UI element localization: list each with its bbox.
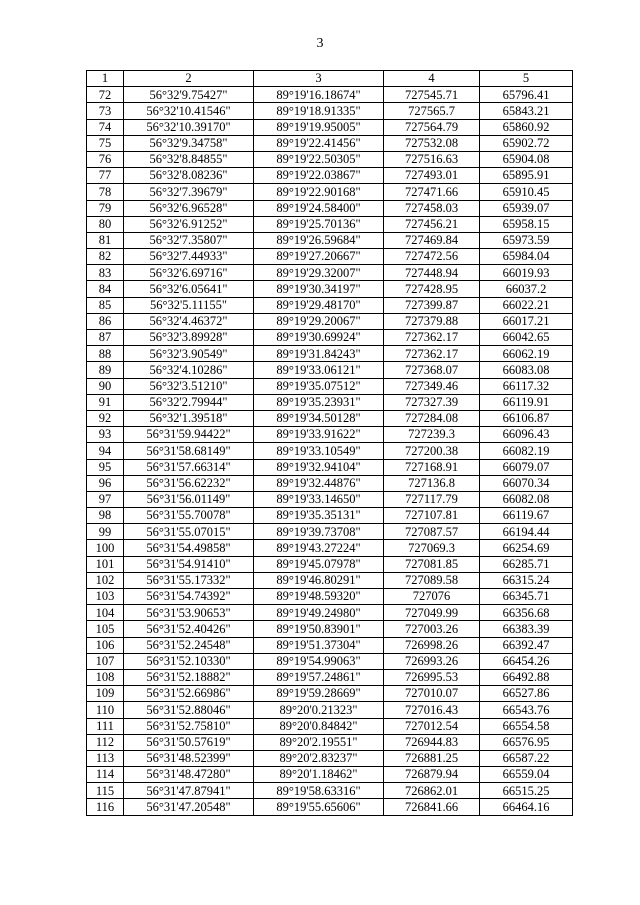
table-row: [87, 605, 573, 621]
y-coordinate-cell: 66587.22: [480, 750, 573, 766]
table-row: [87, 281, 573, 297]
y-coordinate-cell: 65902.72: [480, 135, 573, 151]
longitude-cell: 89°19'58.63316": [254, 783, 384, 799]
y-coordinate-cell: 66037.2: [480, 281, 573, 297]
x-coordinate-cell: 727069.3: [384, 540, 480, 556]
y-coordinate-cell: 66515.25: [480, 783, 573, 799]
longitude-cell: 89°19'32.94104": [254, 459, 384, 475]
latitude-cell: 56°32'6.96528": [124, 200, 254, 216]
table-row: [87, 799, 573, 815]
y-coordinate-cell: 66464.16: [480, 799, 573, 815]
x-coordinate-cell: 727368.07: [384, 362, 480, 378]
point-number-cell: 87: [87, 330, 124, 346]
latitude-cell: 56°32'8.84855": [124, 151, 254, 167]
header-cell-1: 1: [87, 71, 124, 87]
table-row: [87, 556, 573, 572]
point-number-cell: 92: [87, 410, 124, 426]
latitude-cell: 56°32'7.35807": [124, 232, 254, 248]
y-coordinate-cell: 66285.71: [480, 556, 573, 572]
latitude-cell: 56°31'53.90653": [124, 605, 254, 621]
table-header: [87, 71, 573, 87]
latitude-cell: 56°31'52.66986": [124, 686, 254, 702]
x-coordinate-cell: 727565.7: [384, 103, 480, 119]
point-number-cell: 110: [87, 702, 124, 718]
latitude-cell: 56°32'3.51210": [124, 378, 254, 394]
point-number-cell: 84: [87, 281, 124, 297]
table-row: [87, 87, 573, 103]
y-coordinate-cell: 66083.08: [480, 362, 573, 378]
header-row: [87, 71, 573, 87]
longitude-cell: 89°19'16.18674": [254, 87, 384, 103]
longitude-cell: 89°19'22.03867": [254, 168, 384, 184]
point-number-cell: 107: [87, 653, 124, 669]
longitude-cell: 89°19'46.80291": [254, 572, 384, 588]
latitude-cell: 56°32'9.34758": [124, 135, 254, 151]
y-coordinate-cell: 66576.95: [480, 734, 573, 750]
x-coordinate-cell: 727349.46: [384, 378, 480, 394]
table-row: [87, 475, 573, 491]
longitude-cell: 89°19'50.83901": [254, 621, 384, 637]
table-row: [87, 589, 573, 605]
point-number-cell: 108: [87, 669, 124, 685]
longitude-cell: 89°19'35.23931": [254, 394, 384, 410]
longitude-cell: 89°19'25.70136": [254, 216, 384, 232]
x-coordinate-cell: 727399.87: [384, 297, 480, 313]
point-number-cell: 104: [87, 605, 124, 621]
x-coordinate-cell: 727472.56: [384, 249, 480, 265]
point-number-cell: 94: [87, 443, 124, 459]
y-coordinate-cell: 66559.04: [480, 767, 573, 783]
point-number-cell: 77: [87, 168, 124, 184]
longitude-cell: 89°19'45.07978": [254, 556, 384, 572]
point-number-cell: 85: [87, 297, 124, 313]
point-number-cell: 98: [87, 508, 124, 524]
x-coordinate-cell: 726993.26: [384, 653, 480, 669]
table-row: [87, 119, 573, 135]
latitude-cell: 56°31'52.18882": [124, 669, 254, 685]
x-coordinate-cell: 727545.71: [384, 87, 480, 103]
latitude-cell: 56°32'4.10286": [124, 362, 254, 378]
table-row: [87, 669, 573, 685]
y-coordinate-cell: 66554.58: [480, 718, 573, 734]
x-coordinate-cell: 727076: [384, 589, 480, 605]
table-row: [87, 767, 573, 783]
y-coordinate-cell: 65860.92: [480, 119, 573, 135]
y-coordinate-cell: 66096.43: [480, 427, 573, 443]
table-row: [87, 313, 573, 329]
x-coordinate-cell: 727107.81: [384, 508, 480, 524]
point-number-cell: 116: [87, 799, 124, 815]
x-coordinate-cell: 726862.01: [384, 783, 480, 799]
y-coordinate-cell: 66106.87: [480, 410, 573, 426]
latitude-cell: 56°32'1.39518": [124, 410, 254, 426]
latitude-cell: 56°32'6.69716": [124, 265, 254, 281]
x-coordinate-cell: 727081.85: [384, 556, 480, 572]
longitude-cell: 89°19'51.37304": [254, 637, 384, 653]
x-coordinate-cell: 727284.08: [384, 410, 480, 426]
x-coordinate-cell: 727428.95: [384, 281, 480, 297]
y-coordinate-cell: 65984.04: [480, 249, 573, 265]
point-number-cell: 106: [87, 637, 124, 653]
x-coordinate-cell: 727458.03: [384, 200, 480, 216]
longitude-cell: 89°19'22.41456": [254, 135, 384, 151]
y-coordinate-cell: 66392.47: [480, 637, 573, 653]
y-coordinate-cell: 66022.21: [480, 297, 573, 313]
x-coordinate-cell: 727379.88: [384, 313, 480, 329]
table-row: [87, 103, 573, 119]
latitude-cell: 56°31'48.52399": [124, 750, 254, 766]
table-row: [87, 297, 573, 313]
latitude-cell: 56°31'52.24548": [124, 637, 254, 653]
table-row: [87, 686, 573, 702]
x-coordinate-cell: 727362.17: [384, 346, 480, 362]
header-cell-3: 3: [254, 71, 384, 87]
point-number-cell: 75: [87, 135, 124, 151]
longitude-cell: 89°19'55.65606": [254, 799, 384, 815]
table-row: [87, 459, 573, 475]
point-number-cell: 103: [87, 589, 124, 605]
x-coordinate-cell: 727448.94: [384, 265, 480, 281]
table-row: [87, 394, 573, 410]
point-number-cell: 115: [87, 783, 124, 799]
point-number-cell: 102: [87, 572, 124, 588]
point-number-cell: 93: [87, 427, 124, 443]
x-coordinate-cell: 727010.07: [384, 686, 480, 702]
y-coordinate-cell: 66194.44: [480, 524, 573, 540]
latitude-cell: 56°31'47.87941": [124, 783, 254, 799]
point-number-cell: 112: [87, 734, 124, 750]
table-row: [87, 750, 573, 766]
table-row: [87, 216, 573, 232]
latitude-cell: 56°32'8.08236": [124, 168, 254, 184]
x-coordinate-cell: 727362.17: [384, 330, 480, 346]
header-cell-4: 4: [384, 71, 480, 87]
point-number-cell: 83: [87, 265, 124, 281]
table-row: [87, 718, 573, 734]
x-coordinate-cell: 727016.43: [384, 702, 480, 718]
table-row: [87, 200, 573, 216]
table-row: [87, 621, 573, 637]
x-coordinate-cell: 727003.26: [384, 621, 480, 637]
longitude-cell: 89°20'0.84842": [254, 718, 384, 734]
x-coordinate-cell: 727327.39: [384, 394, 480, 410]
x-coordinate-cell: 727200.38: [384, 443, 480, 459]
longitude-cell: 89°20'1.18462": [254, 767, 384, 783]
y-coordinate-cell: 66345.71: [480, 589, 573, 605]
longitude-cell: 89°19'34.50128": [254, 410, 384, 426]
longitude-cell: 89°19'43.27224": [254, 540, 384, 556]
y-coordinate-cell: 65939.07: [480, 200, 573, 216]
y-coordinate-cell: 66383.39: [480, 621, 573, 637]
header-cell-5: 5: [480, 71, 573, 87]
latitude-cell: 56°31'52.88046": [124, 702, 254, 718]
longitude-cell: 89°19'22.50305": [254, 151, 384, 167]
latitude-cell: 56°31'58.68149": [124, 443, 254, 459]
longitude-cell: 89°19'29.32007": [254, 265, 384, 281]
latitude-cell: 56°31'52.40426": [124, 621, 254, 637]
point-number-cell: 114: [87, 767, 124, 783]
latitude-cell: 56°32'7.44933": [124, 249, 254, 265]
x-coordinate-cell: 726841.66: [384, 799, 480, 815]
point-number-cell: 111: [87, 718, 124, 734]
longitude-cell: 89°19'49.24980": [254, 605, 384, 621]
y-coordinate-cell: 65796.41: [480, 87, 573, 103]
x-coordinate-cell: 727089.58: [384, 572, 480, 588]
latitude-cell: 56°32'4.46372": [124, 313, 254, 329]
y-coordinate-cell: 66070.34: [480, 475, 573, 491]
longitude-cell: 89°19'33.14650": [254, 491, 384, 507]
table-row: [87, 734, 573, 750]
latitude-cell: 56°31'54.49858": [124, 540, 254, 556]
latitude-cell: 56°31'56.62232": [124, 475, 254, 491]
latitude-cell: 56°32'2.79944": [124, 394, 254, 410]
y-coordinate-cell: 66119.67: [480, 508, 573, 524]
longitude-cell: 89°19'33.10549": [254, 443, 384, 459]
table-row: [87, 151, 573, 167]
longitude-cell: 89°19'32.44876": [254, 475, 384, 491]
table-row: [87, 168, 573, 184]
x-coordinate-cell: 726881.25: [384, 750, 480, 766]
y-coordinate-cell: 65895.91: [480, 168, 573, 184]
point-number-cell: 81: [87, 232, 124, 248]
x-coordinate-cell: 727168.91: [384, 459, 480, 475]
y-coordinate-cell: 66117.32: [480, 378, 573, 394]
y-coordinate-cell: 66042.65: [480, 330, 573, 346]
y-coordinate-cell: 66492.88: [480, 669, 573, 685]
table-row: [87, 637, 573, 653]
x-coordinate-cell: 726944.83: [384, 734, 480, 750]
longitude-cell: 89°20'2.19551": [254, 734, 384, 750]
y-coordinate-cell: 66082.08: [480, 491, 573, 507]
longitude-cell: 89°19'39.73708": [254, 524, 384, 540]
table-row: [87, 540, 573, 556]
x-coordinate-cell: 726995.53: [384, 669, 480, 685]
longitude-cell: 89°19'22.90168": [254, 184, 384, 200]
x-coordinate-cell: 727564.79: [384, 119, 480, 135]
y-coordinate-cell: 66079.07: [480, 459, 573, 475]
latitude-cell: 56°32'9.75427": [124, 87, 254, 103]
x-coordinate-cell: 726998.26: [384, 637, 480, 653]
table-row: [87, 427, 573, 443]
point-number-cell: 101: [87, 556, 124, 572]
y-coordinate-cell: 65973.59: [480, 232, 573, 248]
point-number-cell: 105: [87, 621, 124, 637]
y-coordinate-cell: 66454.26: [480, 653, 573, 669]
point-number-cell: 72: [87, 87, 124, 103]
header-cell-2: 2: [124, 71, 254, 87]
table-row: [87, 410, 573, 426]
longitude-cell: 89°19'35.35131": [254, 508, 384, 524]
y-coordinate-cell: 66527.86: [480, 686, 573, 702]
point-number-cell: 89: [87, 362, 124, 378]
table-row: [87, 330, 573, 346]
y-coordinate-cell: 66082.19: [480, 443, 573, 459]
latitude-cell: 56°31'47.20548": [124, 799, 254, 815]
y-coordinate-cell: 66254.69: [480, 540, 573, 556]
page-number: 3: [316, 36, 324, 51]
table-row: [87, 346, 573, 362]
latitude-cell: 56°32'6.05641": [124, 281, 254, 297]
y-coordinate-cell: 66019.93: [480, 265, 573, 281]
table-row: [87, 443, 573, 459]
point-number-cell: 91: [87, 394, 124, 410]
x-coordinate-cell: 727456.21: [384, 216, 480, 232]
y-coordinate-cell: 66356.68: [480, 605, 573, 621]
x-coordinate-cell: 727493.01: [384, 168, 480, 184]
point-number-cell: 109: [87, 686, 124, 702]
longitude-cell: 89°19'30.69924": [254, 330, 384, 346]
table-row: [87, 783, 573, 799]
table-row: [87, 508, 573, 524]
longitude-cell: 89°19'54.99063": [254, 653, 384, 669]
table-row: [87, 491, 573, 507]
x-coordinate-cell: 727136.8: [384, 475, 480, 491]
point-number-cell: 79: [87, 200, 124, 216]
table-row: [87, 653, 573, 669]
longitude-cell: 89°19'33.91622": [254, 427, 384, 443]
table-row: [87, 184, 573, 200]
x-coordinate-cell: 727532.08: [384, 135, 480, 151]
y-coordinate-cell: 66017.21: [480, 313, 573, 329]
point-number-cell: 73: [87, 103, 124, 119]
point-number-cell: 90: [87, 378, 124, 394]
x-coordinate-cell: 727049.99: [384, 605, 480, 621]
point-number-cell: 86: [87, 313, 124, 329]
point-number-cell: 88: [87, 346, 124, 362]
longitude-cell: 89°19'33.06121": [254, 362, 384, 378]
latitude-cell: 56°31'56.01149": [124, 491, 254, 507]
longitude-cell: 89°20'0.21323": [254, 702, 384, 718]
latitude-cell: 56°32'10.39170": [124, 119, 254, 135]
point-number-cell: 113: [87, 750, 124, 766]
coordinates-table: [86, 70, 573, 816]
x-coordinate-cell: 727117.79: [384, 491, 480, 507]
table-row: [87, 378, 573, 394]
longitude-cell: 89°19'18.91335": [254, 103, 384, 119]
table-row: [87, 362, 573, 378]
x-coordinate-cell: 726879.94: [384, 767, 480, 783]
longitude-cell: 89°19'30.34197": [254, 281, 384, 297]
x-coordinate-cell: 727239.3: [384, 427, 480, 443]
latitude-cell: 56°31'52.10330": [124, 653, 254, 669]
point-number-cell: 76: [87, 151, 124, 167]
x-coordinate-cell: 727471.66: [384, 184, 480, 200]
longitude-cell: 89°19'26.59684": [254, 232, 384, 248]
table-row: [87, 572, 573, 588]
x-coordinate-cell: 727087.57: [384, 524, 480, 540]
latitude-cell: 56°31'54.74392": [124, 589, 254, 605]
table-row: [87, 265, 573, 281]
table-row: [87, 524, 573, 540]
point-number-cell: 97: [87, 491, 124, 507]
longitude-cell: 89°19'24.58400": [254, 200, 384, 216]
latitude-cell: 56°32'6.91252": [124, 216, 254, 232]
y-coordinate-cell: 66062.19: [480, 346, 573, 362]
table-row: [87, 702, 573, 718]
latitude-cell: 56°31'54.91410": [124, 556, 254, 572]
y-coordinate-cell: 65958.15: [480, 216, 573, 232]
x-coordinate-cell: 727012.54: [384, 718, 480, 734]
point-number-cell: 80: [87, 216, 124, 232]
latitude-cell: 56°31'55.07015": [124, 524, 254, 540]
latitude-cell: 56°32'5.11155": [124, 297, 254, 313]
longitude-cell: 89°19'57.24861": [254, 669, 384, 685]
latitude-cell: 56°31'55.70078": [124, 508, 254, 524]
table-row: [87, 232, 573, 248]
longitude-cell: 89°19'29.48170": [254, 297, 384, 313]
longitude-cell: 89°19'19.95005": [254, 119, 384, 135]
longitude-cell: 89°20'2.83237": [254, 750, 384, 766]
latitude-cell: 56°31'50.57619": [124, 734, 254, 750]
table-body: [87, 87, 573, 815]
longitude-cell: 89°19'27.20667": [254, 249, 384, 265]
longitude-cell: 89°19'59.28669": [254, 686, 384, 702]
point-number-cell: 99: [87, 524, 124, 540]
latitude-cell: 56°32'10.41546": [124, 103, 254, 119]
point-number-cell: 100: [87, 540, 124, 556]
latitude-cell: 56°31'55.17332": [124, 572, 254, 588]
longitude-cell: 89°19'29.20067": [254, 313, 384, 329]
latitude-cell: 56°32'7.39679": [124, 184, 254, 200]
latitude-cell: 56°32'3.90549": [124, 346, 254, 362]
x-coordinate-cell: 727516.63: [384, 151, 480, 167]
point-number-cell: 82: [87, 249, 124, 265]
point-number-cell: 74: [87, 119, 124, 135]
y-coordinate-cell: 65843.21: [480, 103, 573, 119]
point-number-cell: 78: [87, 184, 124, 200]
latitude-cell: 56°32'3.89928": [124, 330, 254, 346]
longitude-cell: 89°19'31.84243": [254, 346, 384, 362]
table-row: [87, 135, 573, 151]
y-coordinate-cell: 65910.45: [480, 184, 573, 200]
latitude-cell: 56°31'48.47280": [124, 767, 254, 783]
latitude-cell: 56°31'59.94422": [124, 427, 254, 443]
point-number-cell: 96: [87, 475, 124, 491]
x-coordinate-cell: 727469.84: [384, 232, 480, 248]
point-number-cell: 95: [87, 459, 124, 475]
longitude-cell: 89°19'48.59320": [254, 589, 384, 605]
longitude-cell: 89°19'35.07512": [254, 378, 384, 394]
y-coordinate-cell: 66543.76: [480, 702, 573, 718]
y-coordinate-cell: 66119.91: [480, 394, 573, 410]
latitude-cell: 56°31'52.75810": [124, 718, 254, 734]
y-coordinate-cell: 66315.24: [480, 572, 573, 588]
latitude-cell: 56°31'57.66314": [124, 459, 254, 475]
y-coordinate-cell: 65904.08: [480, 151, 573, 167]
table-row: [87, 249, 573, 265]
